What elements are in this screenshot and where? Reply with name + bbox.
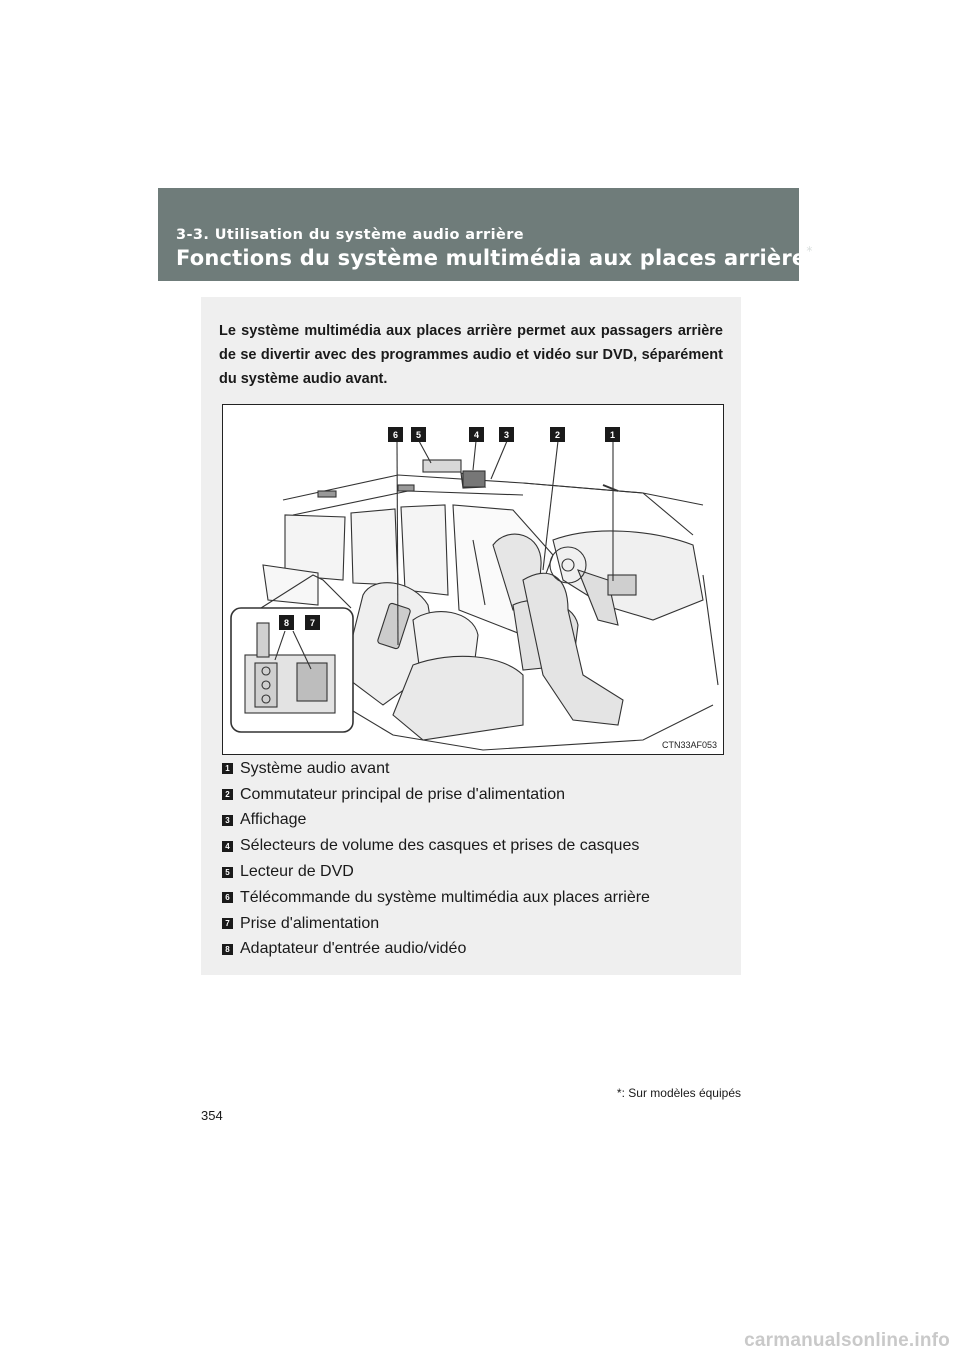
page-title xyxy=(176,246,813,270)
legend-label: Télécommande du système multimédia aux places arrière xyxy=(240,888,650,906)
section-label: 3-3. Utilisation du système audio arrière xyxy=(176,227,524,243)
legend-item xyxy=(222,911,727,937)
legend-badge: 8 xyxy=(222,944,233,955)
legend-list xyxy=(222,756,727,962)
callout-label-7: 7 xyxy=(309,618,316,628)
legend-item xyxy=(222,885,727,911)
figure-code: CTN33AF053 xyxy=(661,740,717,750)
legend-label: Affichage xyxy=(240,811,307,829)
callout-label-2: 2 xyxy=(554,430,561,440)
legend-badge: 2 xyxy=(222,789,233,800)
legend-label: Système audio avant xyxy=(240,759,390,777)
legend-badge: 5 xyxy=(222,867,233,878)
callout-label-6: 6 xyxy=(392,430,399,440)
legend-item xyxy=(222,859,727,885)
legend-badge: 7 xyxy=(222,918,233,929)
legend-item xyxy=(222,756,727,782)
legend-badge: 6 xyxy=(222,892,233,903)
footnote: *: Sur modèles équipés xyxy=(616,1086,741,1100)
legend-item xyxy=(222,937,727,963)
callout-label-8: 8 xyxy=(283,618,290,628)
legend-badge: 4 xyxy=(222,841,233,852)
page-title-text: Fonctions du système multimédia aux places arrière xyxy=(176,246,807,270)
legend-label: Adaptateur d'entrée audio/vidéo xyxy=(240,940,467,958)
legend-badge: 1 xyxy=(222,763,233,774)
legend-badge: 3 xyxy=(222,815,233,826)
legend-label: Lecteur de DVD xyxy=(240,863,354,881)
legend-item xyxy=(222,782,727,808)
legend-item xyxy=(222,808,727,834)
intro-paragraph: Le système multimédia aux places arrière permet aux passagers arrière de se divertir avec des programmes audio et vidéo sur DVD, séparément du système audio avant. xyxy=(219,323,723,387)
asterisk-icon: * xyxy=(806,244,813,258)
legend-label: Commutateur principal de prise d'alimentation xyxy=(240,785,565,803)
callout-label-5: 5 xyxy=(415,430,422,440)
callout-label-4: 4 xyxy=(473,430,480,440)
content-box xyxy=(201,297,741,975)
legend-label: Prise d'alimentation xyxy=(240,914,380,932)
callout-label-3: 3 xyxy=(503,430,510,440)
car-interior-drawing xyxy=(223,405,723,754)
legend-label: Sélecteurs de volume des casques et prises de casques xyxy=(240,837,640,855)
page-number: 354 xyxy=(201,1108,223,1123)
legend-item xyxy=(222,833,727,859)
car-interior-illustration xyxy=(222,404,724,755)
callout-label-1: 1 xyxy=(609,430,616,440)
section-header xyxy=(158,188,813,281)
watermark[interactable]: carmanualsonline.info xyxy=(744,1330,950,1351)
